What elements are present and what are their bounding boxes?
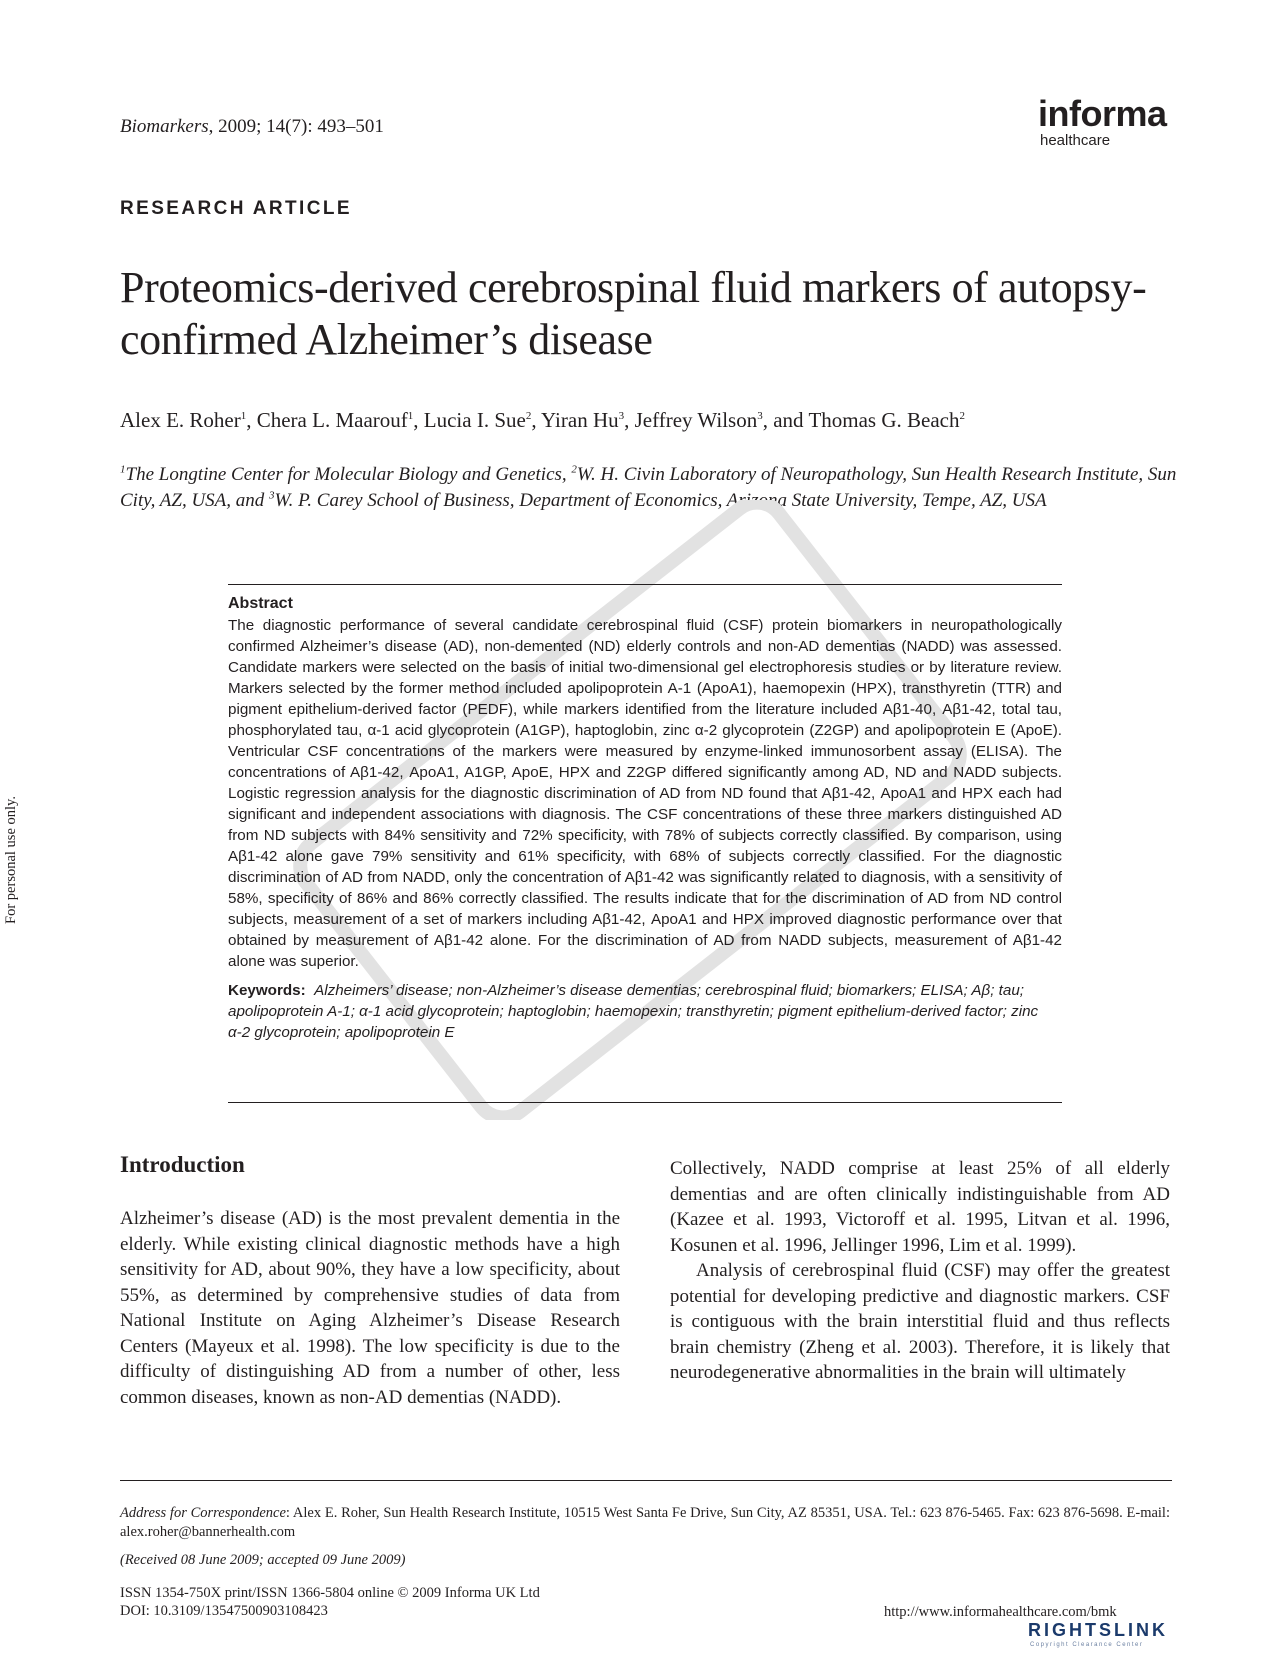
logo-subtitle: healthcare <box>1040 132 1111 149</box>
author-separator: , <box>413 408 424 432</box>
author-affil-marker: 1 <box>240 410 247 422</box>
received-dates: (Received 08 June 2009; accepted 09 June 2009) <box>120 1552 406 1568</box>
abstract-heading: Abstract <box>228 595 293 612</box>
author-name: Jeffrey Wilson <box>634 408 758 432</box>
logo-wordmark: informa <box>1038 93 1167 134</box>
footer-rule <box>120 1480 1172 1481</box>
correspondence-text: : Alex E. Roher, Sun Health Research Institute, 10515 West Santa Fe Drive, Sun City, AZ 85351, USA. Tel.: 623 876-5465. Fax: 623 876-5698. E-mail: alex.roher@bannerhealth.com <box>120 1505 1170 1540</box>
download-notice-line2: For personal use only. <box>3 796 19 924</box>
author-affil-marker: 3 <box>757 410 763 422</box>
author-affil-marker: 2 <box>959 410 965 422</box>
article-title: Proteomics-derived cerebrospinal fluid markers of autopsy-confirmed Alzheimer’s disease <box>120 263 1147 364</box>
issn: ISSN 1354-750X print/ISSN 1366-5804 online © 2009 Informa UK Ltd <box>120 1585 540 1601</box>
affiliation-3: W. P. Carey School of Business, Department of Economics, Arizona State University, Tempe, AZ, USA <box>274 489 1047 511</box>
author-name: Chera L. Maarouf <box>256 408 408 432</box>
download-notice <box>0 560 60 1160</box>
affil-marker: 3 <box>269 489 275 502</box>
author-separator: , <box>246 408 257 432</box>
keywords-list: Alzheimers’ disease; non-Alzheimer’s disease dementias; cerebrospinal fluid; biomarkers; ELISA; Aβ; tau; apolipoprotein A-1; α-1 acid glycoprotein; haptoglobin; haemopexin; transthyretin; pigment epithelium-derived factor; zinc α-2 glycoprotein; apolipoprotein E <box>228 982 1039 1041</box>
body-paragraph: Alzheimer’s disease (AD) is the most prevalent dementia in the elderly. While existing clinical diagnostic methods have a high sensitivity for AD, about 90%, they have a low specificity, about 55%, as determined by comprehensive studies of data from National Institute on Aging Alzheimer’s Disease Research Centers (Mayeux et al. 1998). The low specificity is due to the difficulty of distinguishing AD from a number of other, less common diseases, known as non-AD dementias (NADD). <box>120 1208 620 1408</box>
journal-citation <box>120 116 384 138</box>
body-column-right <box>670 1156 1170 1386</box>
author-name: Alex E. Roher <box>120 408 241 432</box>
body-paragraph: Analysis of cerebrospinal fluid (CSF) may offer the greatest potential for developing predictive and diagnostic markers. CSF is contiguous with the brain interstitial fluid and thus reflects brain chemistry (Zheng et al. 2003). Therefore, it is likely that neurodegenerative abnormalities in the brain will ultimately <box>670 1260 1170 1383</box>
abstract-text: The diagnostic performance of several candidate cerebrospinal fluid (CSF) protein biomarkers in neuropathologically confirmed Alzheimer’s disease (AD), non-demented (ND) elderly controls and non-AD dementias (NADD) was assessed. Candidate markers were selected on the basis of initial two-dimensional gel electrophoresis studies or by literature review. Markers selected by the former method included apolipoprotein A-1 (ApoA1), haemopexin (HPX), transthyretin (TTR) and pigment epithelium-derived factor (PEDF), while markers identified from the literature included Aβ1-40, Aβ1-42, total tau, phosphorylated tau, α-1 acid glycoprotein (A1GP), haptoglobin, zinc α-2 glycoprotein (Z2GP) and apolipoprotein E (ApoE). Ventricular CSF concentrations of the markers were measured by enzyme-linked immunosorbent assay (ELISA). The concentrations of Aβ1-42, ApoA1, A1GP, ApoE, HPX and Z2GP differed significantly among AD, ND and NADD subjects. Logistic regression analysis for the diagnostic discrimination of AD from ND found that Aβ1-42, ApoA1 and HPX each had significant and independent associations with diagnosis. The CSF concentrations of these three markers distinguished AD from ND subjects with 84% sensitivity and 72% specificity, with 78% of subjects correctly classified. By comparison, using Aβ1-42 alone gave 79% sensitivity and 61% specificity, with 68% of subjects correctly classified. For the diagnostic discrimination of AD from NADD, only the concentration of Aβ1-42 was significantly related to diagnosis, with a sensitivity of 58%, specificity of 86% and 86% correctly classified. The results indicate that for the discrimination of AD from ND control subjects, measurement of a set of markers including Aβ1-42, ApoA1 and HPX improved diagnostic performance over that obtained by measurement of Aβ1-42 alone. For the discrimination of AD from NADD subjects, measurement of Aβ1-42 alone was superior. <box>228 617 1062 970</box>
section-label: RESEARCH ARTICLE <box>120 198 352 219</box>
keywords-label: Keywords: <box>228 982 306 999</box>
affiliations <box>120 462 1190 513</box>
affil-marker: 2 <box>571 463 577 476</box>
author-separator: , <box>531 408 542 432</box>
affil-marker: 1 <box>120 463 126 476</box>
abstract-top-rule <box>228 584 1062 585</box>
author-name: Thomas G. Beach <box>808 408 960 432</box>
author-affil-marker: 3 <box>618 410 625 422</box>
rightslink-logo <box>1028 1620 1168 1648</box>
keywords <box>228 980 1062 1043</box>
author-list <box>120 408 1190 433</box>
body-column-left <box>120 1206 620 1410</box>
abstract-section <box>228 594 1062 1043</box>
rightslink-subtitle: Copyright Clearance Center <box>1030 1642 1144 1648</box>
correspondence-label: Address for Correspondence <box>120 1505 286 1521</box>
doi: DOI: 10.3109/13547500903108423 <box>120 1603 328 1619</box>
affiliation-1: The Longtine Center for Molecular Biology and Genetics, <box>125 464 572 485</box>
abstract-bottom-rule <box>228 1102 1062 1103</box>
author-name: Lucia I. Sue <box>423 408 526 432</box>
publisher-logo <box>1038 93 1178 150</box>
author-name: Yiran Hu <box>541 408 619 432</box>
author-affil-marker: 1 <box>407 410 414 422</box>
journal-name: Biomarkers <box>120 116 209 137</box>
affiliation-2: W. H. Civin Laboratory of Neuropathology, Sun Health Research Institute, Sun City, AZ, USA, and <box>120 464 1177 511</box>
issn-doi <box>120 1584 540 1620</box>
author-separator: , and <box>762 408 809 432</box>
journal-url[interactable]: http://www.informahealthcare.com/bmk <box>884 1604 1117 1620</box>
author-separator: , <box>624 408 635 432</box>
correspondence <box>120 1504 1170 1542</box>
body-paragraph: Collectively, NADD comprise at least 25% of all elderly dementias and are often clinically indistinguishable from AD (Kazee et al. 1993, Victoroff et al. 1995, Litvan et al. 1996, Kosunen et al. 1996, Jellinger 1996, Lim et al. 1999). <box>670 1158 1170 1256</box>
rightslink-wordmark: RIGHTSLINK <box>1028 1620 1168 1640</box>
author-affil-marker: 2 <box>525 410 532 422</box>
introduction-heading: Introduction <box>120 1152 245 1177</box>
journal-volume: , 2009; 14(7): 493–501 <box>208 116 384 137</box>
